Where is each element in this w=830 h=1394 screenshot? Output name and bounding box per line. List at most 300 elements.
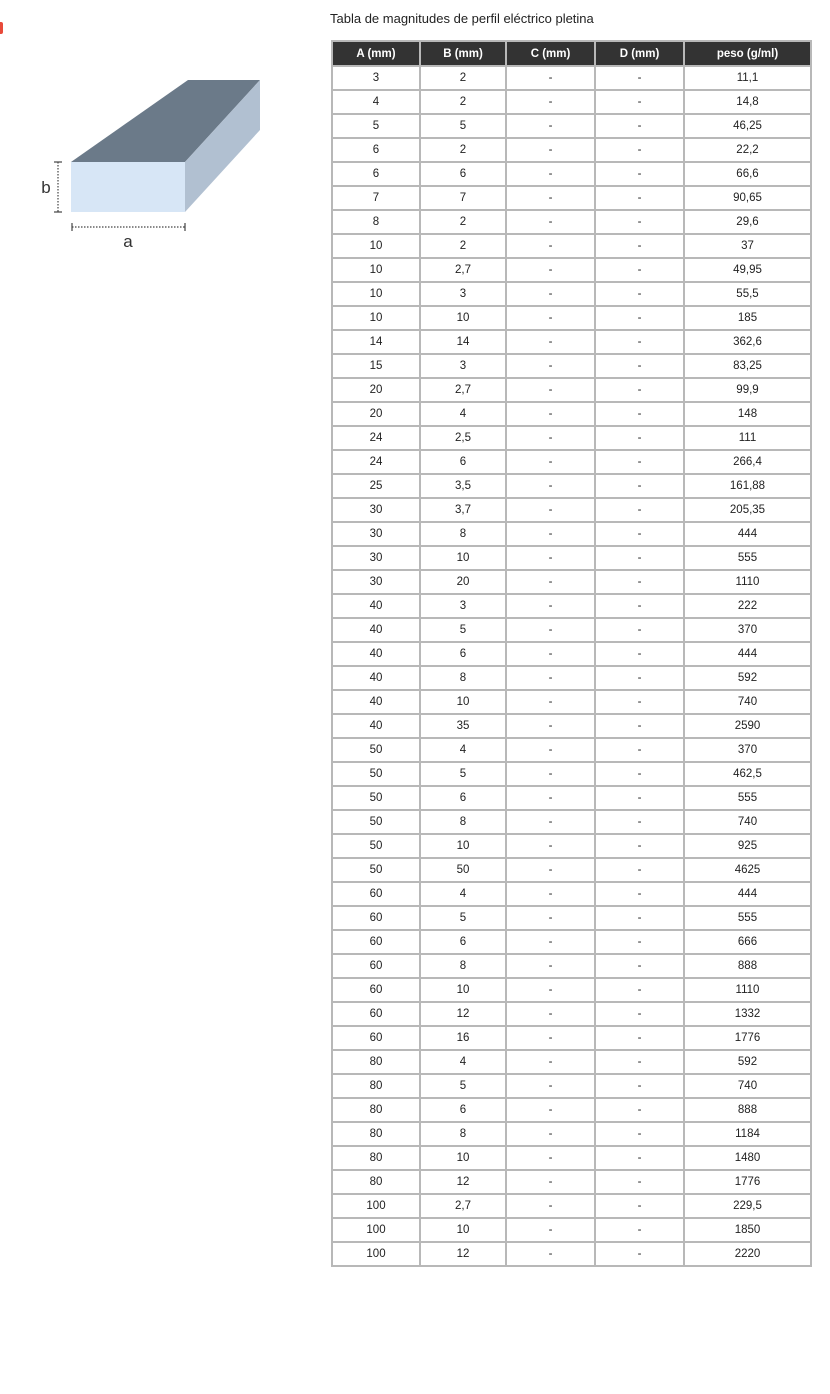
cell-c: - — [506, 762, 595, 786]
column-header-d: D (mm) — [595, 41, 684, 66]
cell-a: 6 — [332, 162, 420, 186]
cell-c: - — [506, 1170, 595, 1194]
cell-c: - — [506, 498, 595, 522]
cell-weight: 888 — [684, 954, 811, 978]
table-row — [332, 114, 811, 138]
cell-a: 100 — [332, 1218, 420, 1242]
cell-c: - — [506, 1146, 595, 1170]
cell-weight: 1184 — [684, 1122, 811, 1146]
cell-b: 3 — [420, 282, 506, 306]
cell-b: 16 — [420, 1026, 506, 1050]
cell-d: - — [595, 186, 684, 210]
header-row — [332, 41, 811, 66]
cell-c: - — [506, 1074, 595, 1098]
cell-d: - — [595, 954, 684, 978]
cell-c: - — [506, 546, 595, 570]
cell-weight: 370 — [684, 618, 811, 642]
cell-b: 20 — [420, 570, 506, 594]
cell-d: - — [595, 1050, 684, 1074]
cell-d: - — [595, 810, 684, 834]
cell-c: - — [506, 714, 595, 738]
cell-weight: 740 — [684, 690, 811, 714]
cell-d: - — [595, 330, 684, 354]
cell-d: - — [595, 474, 684, 498]
cell-b: 2 — [420, 66, 506, 90]
dimension-label-a: a — [123, 232, 133, 251]
cell-b: 5 — [420, 114, 506, 138]
cell-c: - — [506, 594, 595, 618]
table-row — [332, 474, 811, 498]
cell-b: 5 — [420, 906, 506, 930]
cell-b: 6 — [420, 930, 506, 954]
cell-b: 4 — [420, 1050, 506, 1074]
cell-weight: 444 — [684, 642, 811, 666]
cell-b: 2,7 — [420, 1194, 506, 1218]
cell-c: - — [506, 114, 595, 138]
cell-c: - — [506, 306, 595, 330]
cell-c: - — [506, 834, 595, 858]
cell-weight: 99,9 — [684, 378, 811, 402]
cell-c: - — [506, 978, 595, 1002]
cell-c: - — [506, 1242, 595, 1266]
cell-a: 40 — [332, 714, 420, 738]
column-header-c: C (mm) — [506, 41, 595, 66]
cell-b: 12 — [420, 1002, 506, 1026]
cell-b: 12 — [420, 1170, 506, 1194]
table-row — [332, 642, 811, 666]
table-row — [332, 546, 811, 570]
cell-weight: 37 — [684, 234, 811, 258]
cell-b: 2,5 — [420, 426, 506, 450]
table-row — [332, 762, 811, 786]
cell-c: - — [506, 402, 595, 426]
cell-c: - — [506, 810, 595, 834]
cell-c: - — [506, 1098, 595, 1122]
cell-b: 4 — [420, 882, 506, 906]
table-row — [332, 162, 811, 186]
cell-weight: 888 — [684, 1098, 811, 1122]
table-row — [332, 1074, 811, 1098]
cell-a: 100 — [332, 1242, 420, 1266]
cell-c: - — [506, 618, 595, 642]
cell-weight: 592 — [684, 1050, 811, 1074]
cell-d: - — [595, 162, 684, 186]
cell-c: - — [506, 858, 595, 882]
cell-weight: 29,6 — [684, 210, 811, 234]
table-row — [332, 1170, 811, 1194]
cell-b: 10 — [420, 1218, 506, 1242]
cell-d: - — [595, 90, 684, 114]
cell-a: 80 — [332, 1122, 420, 1146]
cell-c: - — [506, 570, 595, 594]
table-row — [332, 258, 811, 282]
cell-a: 24 — [332, 426, 420, 450]
table-row — [332, 210, 811, 234]
cell-weight: 2220 — [684, 1242, 811, 1266]
cell-b: 35 — [420, 714, 506, 738]
cell-b: 6 — [420, 450, 506, 474]
cell-b: 4 — [420, 402, 506, 426]
cell-a: 50 — [332, 738, 420, 762]
cell-c: - — [506, 354, 595, 378]
cell-a: 15 — [332, 354, 420, 378]
table-row — [332, 186, 811, 210]
cell-b: 50 — [420, 858, 506, 882]
cell-c: - — [506, 186, 595, 210]
table-row — [332, 450, 811, 474]
cell-c: - — [506, 426, 595, 450]
table-row — [332, 1242, 811, 1266]
cell-c: - — [506, 1194, 595, 1218]
cell-a: 80 — [332, 1098, 420, 1122]
cell-c: - — [506, 258, 595, 282]
cell-weight: 55,5 — [684, 282, 811, 306]
cell-a: 20 — [332, 378, 420, 402]
cell-b: 4 — [420, 738, 506, 762]
cell-weight: 22,2 — [684, 138, 811, 162]
cell-weight: 66,6 — [684, 162, 811, 186]
cell-c: - — [506, 1026, 595, 1050]
table-row — [332, 522, 811, 546]
cell-weight: 740 — [684, 810, 811, 834]
cell-d: - — [595, 1218, 684, 1242]
cell-a: 60 — [332, 954, 420, 978]
cell-c: - — [506, 330, 595, 354]
cell-d: - — [595, 138, 684, 162]
cell-c: - — [506, 66, 595, 90]
table-row — [332, 930, 811, 954]
cell-a: 60 — [332, 1002, 420, 1026]
cell-weight: 1480 — [684, 1146, 811, 1170]
cell-d: - — [595, 618, 684, 642]
table-row — [332, 138, 811, 162]
cell-b: 3 — [420, 354, 506, 378]
table-row — [332, 906, 811, 930]
cell-d: - — [595, 426, 684, 450]
cell-c: - — [506, 90, 595, 114]
table-row — [332, 1194, 811, 1218]
cell-weight: 229,5 — [684, 1194, 811, 1218]
cell-c: - — [506, 450, 595, 474]
table-row — [332, 1218, 811, 1242]
cell-a: 20 — [332, 402, 420, 426]
cell-a: 3 — [332, 66, 420, 90]
cell-d: - — [595, 210, 684, 234]
cell-c: - — [506, 690, 595, 714]
cell-weight: 111 — [684, 426, 811, 450]
cell-b: 2 — [420, 234, 506, 258]
cell-c: - — [506, 1218, 595, 1242]
cell-weight: 46,25 — [684, 114, 811, 138]
cell-d: - — [595, 522, 684, 546]
table-row — [332, 426, 811, 450]
cell-a: 10 — [332, 234, 420, 258]
column-header-b: B (mm) — [420, 41, 506, 66]
cell-c: - — [506, 1050, 595, 1074]
cell-b: 10 — [420, 978, 506, 1002]
cell-d: - — [595, 1242, 684, 1266]
cell-weight: 49,95 — [684, 258, 811, 282]
cell-d: - — [595, 594, 684, 618]
profile-diagram — [30, 70, 270, 260]
cell-a: 50 — [332, 810, 420, 834]
table-row — [332, 66, 811, 90]
cell-c: - — [506, 882, 595, 906]
cell-a: 50 — [332, 786, 420, 810]
cell-weight: 555 — [684, 906, 811, 930]
table-row — [332, 714, 811, 738]
cell-b: 12 — [420, 1242, 506, 1266]
cell-weight: 592 — [684, 666, 811, 690]
cell-d: - — [595, 978, 684, 1002]
cell-b: 3,7 — [420, 498, 506, 522]
cell-weight: 148 — [684, 402, 811, 426]
cell-a: 80 — [332, 1146, 420, 1170]
cell-a: 8 — [332, 210, 420, 234]
cell-weight: 555 — [684, 786, 811, 810]
cell-b: 8 — [420, 810, 506, 834]
cell-weight: 555 — [684, 546, 811, 570]
cell-weight: 2590 — [684, 714, 811, 738]
cell-a: 50 — [332, 834, 420, 858]
cell-weight: 1850 — [684, 1218, 811, 1242]
cell-d: - — [595, 762, 684, 786]
profile-dimensions-table — [331, 40, 812, 1267]
cell-a: 60 — [332, 978, 420, 1002]
cell-weight: 14,8 — [684, 90, 811, 114]
table-row — [332, 618, 811, 642]
table-row — [332, 234, 811, 258]
cell-weight: 222 — [684, 594, 811, 618]
cell-weight: 1110 — [684, 570, 811, 594]
cell-b: 10 — [420, 1146, 506, 1170]
cell-weight: 444 — [684, 882, 811, 906]
cell-d: - — [595, 114, 684, 138]
cell-a: 40 — [332, 690, 420, 714]
table-row — [332, 1050, 811, 1074]
table-header — [332, 41, 811, 66]
table-row — [332, 978, 811, 1002]
cell-c: - — [506, 210, 595, 234]
cell-d: - — [595, 258, 684, 282]
cell-c: - — [506, 906, 595, 930]
cell-weight: 1332 — [684, 1002, 811, 1026]
cell-d: - — [595, 882, 684, 906]
cell-c: - — [506, 930, 595, 954]
cell-c: - — [506, 522, 595, 546]
cell-c: - — [506, 138, 595, 162]
cell-b: 8 — [420, 522, 506, 546]
cell-b: 2 — [420, 138, 506, 162]
cell-d: - — [595, 714, 684, 738]
cell-weight: 740 — [684, 1074, 811, 1098]
cell-a: 6 — [332, 138, 420, 162]
cell-weight: 90,65 — [684, 186, 811, 210]
cell-b: 6 — [420, 642, 506, 666]
cell-b: 6 — [420, 786, 506, 810]
table-row — [332, 594, 811, 618]
cell-a: 50 — [332, 858, 420, 882]
cell-c: - — [506, 1002, 595, 1026]
table-title: Tabla de magnitudes de perfil eléctrico pletina — [330, 11, 594, 26]
table-row — [332, 738, 811, 762]
table-row — [332, 282, 811, 306]
cell-weight: 1776 — [684, 1026, 811, 1050]
cell-a: 40 — [332, 666, 420, 690]
table-row — [332, 354, 811, 378]
cell-c: - — [506, 738, 595, 762]
cell-a: 80 — [332, 1050, 420, 1074]
cell-b: 6 — [420, 162, 506, 186]
cell-c: - — [506, 234, 595, 258]
cell-b: 2 — [420, 210, 506, 234]
cell-d: - — [595, 66, 684, 90]
cell-d: - — [595, 306, 684, 330]
cell-a: 4 — [332, 90, 420, 114]
cell-weight: 83,25 — [684, 354, 811, 378]
cell-d: - — [595, 834, 684, 858]
cell-b: 10 — [420, 834, 506, 858]
table-row — [332, 90, 811, 114]
cell-c: - — [506, 954, 595, 978]
corner-accent — [0, 22, 3, 34]
cell-weight: 444 — [684, 522, 811, 546]
cell-d: - — [595, 858, 684, 882]
cell-b: 2 — [420, 90, 506, 114]
cell-d: - — [595, 498, 684, 522]
dimension-label-b: b — [41, 178, 51, 197]
cell-a: 50 — [332, 762, 420, 786]
cell-d: - — [595, 930, 684, 954]
cell-a: 30 — [332, 522, 420, 546]
cell-d: - — [595, 1002, 684, 1026]
cell-c: - — [506, 786, 595, 810]
table-row — [332, 786, 811, 810]
cell-d: - — [595, 690, 684, 714]
table-row — [332, 858, 811, 882]
cell-a: 60 — [332, 930, 420, 954]
table-row — [332, 834, 811, 858]
column-header-weight: peso (g/ml) — [684, 41, 811, 66]
cell-a: 5 — [332, 114, 420, 138]
cell-a: 10 — [332, 282, 420, 306]
cell-d: - — [595, 570, 684, 594]
cell-b: 8 — [420, 666, 506, 690]
cell-d: - — [595, 234, 684, 258]
table-row — [332, 1002, 811, 1026]
cell-d: - — [595, 1170, 684, 1194]
cell-weight: 185 — [684, 306, 811, 330]
cell-weight: 1776 — [684, 1170, 811, 1194]
cell-b: 14 — [420, 330, 506, 354]
cell-c: - — [506, 1122, 595, 1146]
cell-a: 40 — [332, 594, 420, 618]
cell-a: 30 — [332, 498, 420, 522]
table-row — [332, 498, 811, 522]
cell-d: - — [595, 402, 684, 426]
cell-d: - — [595, 1146, 684, 1170]
table-row — [332, 402, 811, 426]
cell-c: - — [506, 162, 595, 186]
cell-b: 10 — [420, 306, 506, 330]
cell-weight: 370 — [684, 738, 811, 762]
cell-b: 5 — [420, 618, 506, 642]
cell-b: 2,7 — [420, 258, 506, 282]
cell-a: 60 — [332, 906, 420, 930]
cell-a: 100 — [332, 1194, 420, 1218]
cell-b: 6 — [420, 1098, 506, 1122]
cell-b: 7 — [420, 186, 506, 210]
cell-weight: 161,88 — [684, 474, 811, 498]
cell-c: - — [506, 474, 595, 498]
cell-d: - — [595, 738, 684, 762]
cell-d: - — [595, 1194, 684, 1218]
cell-d: - — [595, 354, 684, 378]
cell-d: - — [595, 906, 684, 930]
cell-c: - — [506, 642, 595, 666]
cell-c: - — [506, 666, 595, 690]
cell-d: - — [595, 450, 684, 474]
cell-c: - — [506, 378, 595, 402]
cell-b: 2,7 — [420, 378, 506, 402]
cell-a: 40 — [332, 618, 420, 642]
cell-d: - — [595, 1098, 684, 1122]
cell-a: 80 — [332, 1170, 420, 1194]
cell-a: 60 — [332, 1026, 420, 1050]
table-row — [332, 1122, 811, 1146]
cell-weight: 11,1 — [684, 66, 811, 90]
table-body — [332, 66, 811, 1266]
cell-weight: 462,5 — [684, 762, 811, 786]
cell-b: 3,5 — [420, 474, 506, 498]
cell-weight: 266,4 — [684, 450, 811, 474]
cell-d: - — [595, 282, 684, 306]
flat-bar-illustration — [30, 70, 270, 260]
cell-weight: 205,35 — [684, 498, 811, 522]
cell-weight: 925 — [684, 834, 811, 858]
cell-d: - — [595, 546, 684, 570]
cell-d: - — [595, 378, 684, 402]
cell-d: - — [595, 1074, 684, 1098]
cell-d: - — [595, 1026, 684, 1050]
column-header-a: A (mm) — [332, 41, 420, 66]
cell-a: 10 — [332, 306, 420, 330]
table-row — [332, 666, 811, 690]
cell-weight: 4625 — [684, 858, 811, 882]
table-row — [332, 378, 811, 402]
table-row — [332, 810, 811, 834]
table-row — [332, 1146, 811, 1170]
cell-a: 24 — [332, 450, 420, 474]
cell-a: 30 — [332, 570, 420, 594]
cell-b: 8 — [420, 954, 506, 978]
cell-a: 14 — [332, 330, 420, 354]
table-row — [332, 330, 811, 354]
table-row — [332, 954, 811, 978]
cell-b: 5 — [420, 762, 506, 786]
cell-a: 10 — [332, 258, 420, 282]
cell-weight: 362,6 — [684, 330, 811, 354]
bar-front-face — [71, 162, 185, 212]
cell-a: 30 — [332, 546, 420, 570]
table-row — [332, 690, 811, 714]
cell-d: - — [595, 666, 684, 690]
cell-a: 7 — [332, 186, 420, 210]
cell-weight: 1110 — [684, 978, 811, 1002]
cell-a: 60 — [332, 882, 420, 906]
cell-weight: 666 — [684, 930, 811, 954]
cell-d: - — [595, 786, 684, 810]
